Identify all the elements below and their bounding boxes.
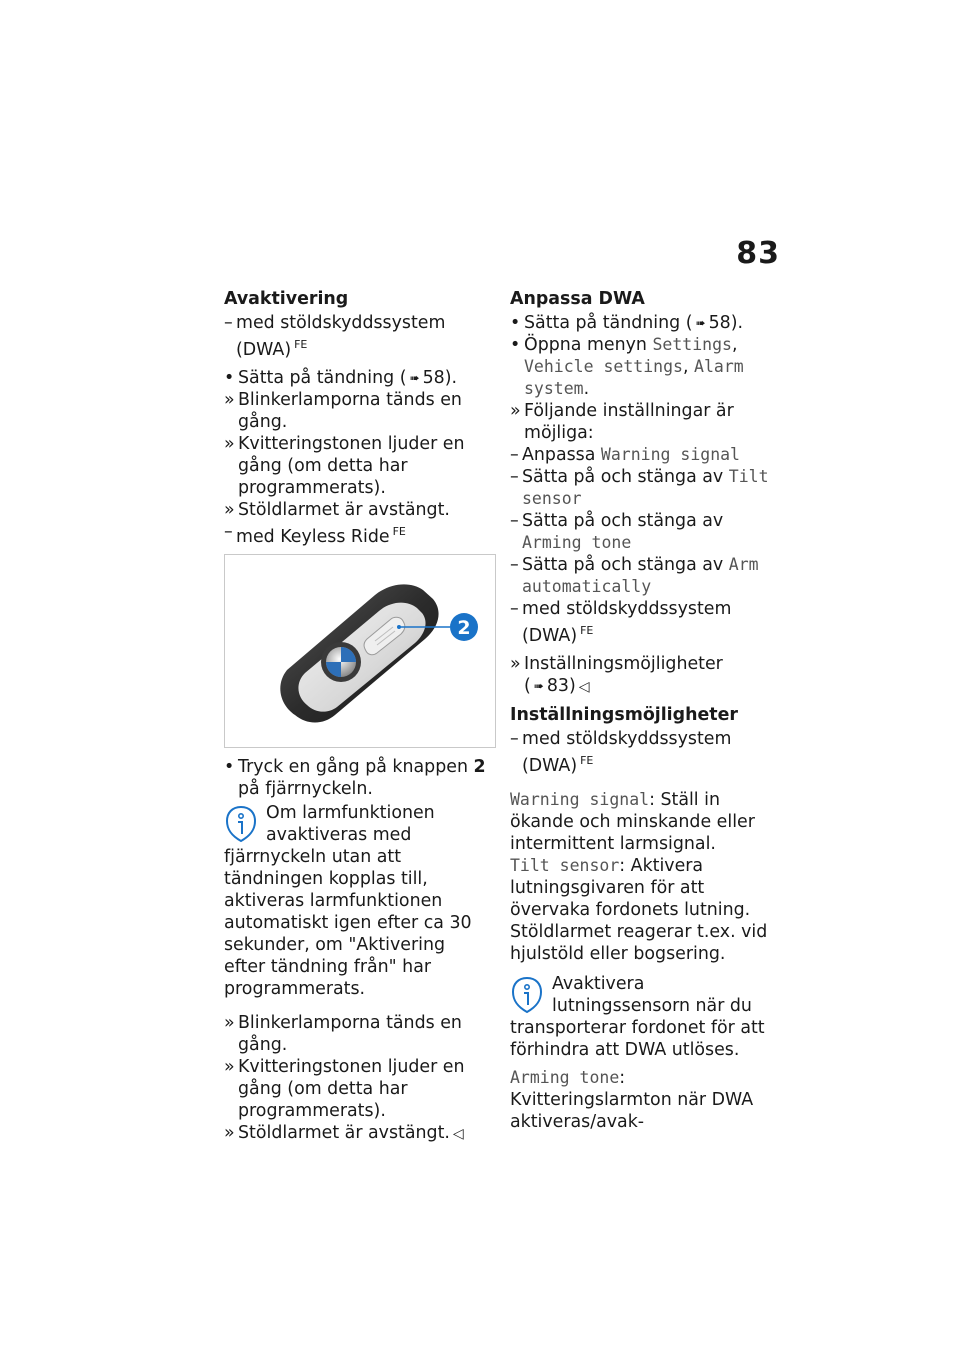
result-settings-reference: » Inställningsmöjligheter ( ➠ 83) ◁ — [510, 654, 723, 696]
condition-dwa-settings: – med stöldskyddssystem (DWA) $^{FE}$ — [510, 729, 732, 776]
condition-dwa: – med stöldskyddssystem (DWA) $^{FE}$ — [224, 313, 446, 360]
section-heading-adjust-dwa: Anpassa DWA — [510, 289, 645, 309]
reference-arrow-icon: ➠ — [695, 316, 706, 330]
param-tilt-sensor: Tilt sensor: Aktivera lutningsgivaren för att övervaka fordonets lutning. Stöldlarmet reagerar t.ex. vid hjulstöld eller bogsering. — [510, 856, 768, 964]
result-blinkers: » Blinkerlamporna tänds en gång. — [224, 390, 462, 432]
step-open-menu: • Öppna menyn Settings, Vehicle settings, Alarm system. — [510, 335, 744, 399]
step-ignition-right: • Sätta på tändning ( ➠ 58). — [510, 313, 744, 333]
result-tone: » Kvitteringstonen ljuder en gång (om detta har programmerats). — [224, 434, 465, 498]
key-fob-illustration — [225, 555, 495, 747]
condition-dwa-right: – med stöldskyddssystem (DWA) $^{FE}$ — [510, 599, 732, 646]
step-ignition: • Sätta på tändning ( ➠ 58). — [224, 368, 458, 388]
param-arming-tone: Arming tone: Kvitteringslarmton när DWA aktiveras/avak- — [510, 1068, 754, 1132]
condition-keyless-ride: – med Keyless Ride $^{FE}$ — [224, 522, 406, 547]
right-column — [510, 288, 778, 1133]
section-end-icon: ◁ — [452, 1126, 464, 1142]
info-icon — [510, 975, 544, 1015]
option-tilt-sensor: – Sätta på och stänga av Tilt sensor — [510, 467, 769, 508]
step-press-button: • Tryck en gång på knappen 2 på fjärrnyckeln. — [224, 757, 486, 799]
info-icon — [224, 804, 258, 844]
result-alarm-off: » Stöldlarmet är avstängt. — [224, 500, 450, 520]
option-warning-signal: – Anpassa Warning signal — [510, 445, 740, 465]
option-arming-tone: – Sätta på och stänga av Arming tone — [510, 511, 724, 552]
param-warning-signal: Warning signal: Ställ in ökande och minskande eller intermittent larmsignal. — [510, 790, 755, 854]
key-fob-figure — [224, 554, 496, 748]
section-heading-deactivation: Avaktivering — [224, 289, 349, 309]
reference-arrow-icon: ➠ — [533, 679, 544, 693]
option-arm-automatically: – Sätta på och stänga av Arm automatically — [510, 555, 759, 596]
result-alarm-off-2: » Stöldlarmet är avstängt. ◁ — [224, 1123, 464, 1143]
reference-arrow-icon: ➠ — [409, 371, 420, 385]
callout-number: 2 — [457, 617, 471, 639]
section-end-icon: ◁ — [578, 679, 590, 695]
left-column — [224, 288, 486, 1145]
info-note-left: Om larmfunktionen avaktiveras med fjärrnyckeln utan att tändningen kopplas till, aktiveras larmfunktionen automatiskt igen efter ca 30 sekunder, om "Aktivering efter tändning från" har programmerats. — [224, 803, 472, 999]
result-tone-2: » Kvitteringstonen ljuder en gång (om detta har programmerats). — [224, 1057, 465, 1121]
info-note-right: Avaktivera lutningssensorn när du transporterar fordonet för att förhindra att DWA utlöses. — [510, 974, 765, 1060]
result-blinkers-2: » Blinkerlamporna tänds en gång. — [224, 1013, 462, 1055]
section-heading-settings: Inställningsmöjligheter — [510, 705, 738, 725]
result-settings-possible: » Följande inställningar är möjliga: — [510, 401, 734, 443]
page-number: 83 — [736, 236, 780, 271]
